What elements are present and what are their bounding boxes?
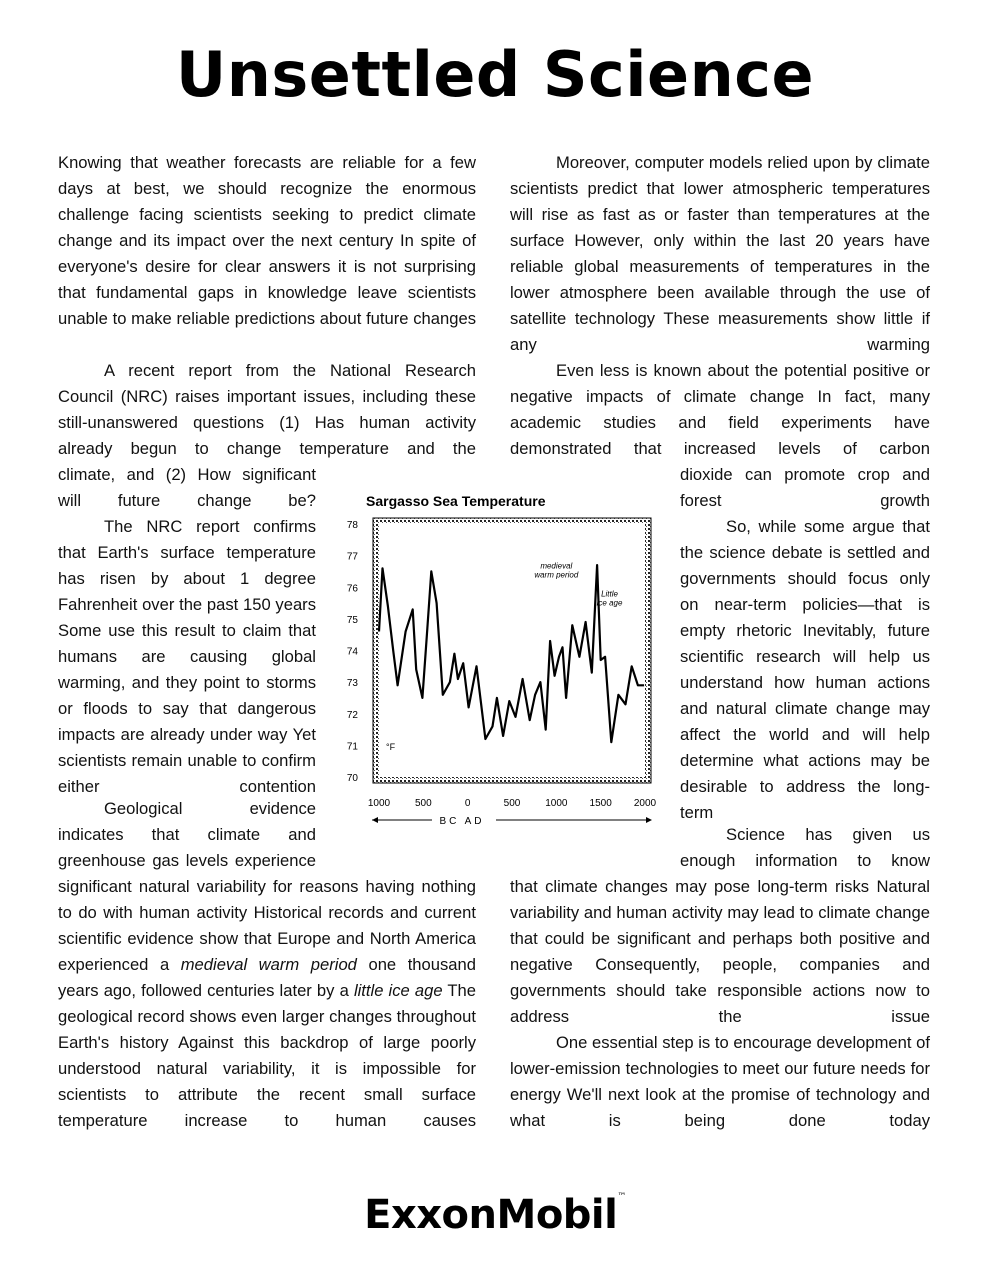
chart-annotation: Little ice age: [596, 589, 623, 608]
y-tick-label: 75: [346, 614, 358, 626]
x-tick-label: 2000: [633, 798, 657, 809]
unit-label: °F: [386, 742, 396, 752]
x-tick-label: 1000: [545, 798, 568, 809]
era-label: BC AD: [439, 816, 485, 827]
ad-arrow-head: [646, 817, 652, 823]
page-title: Unsettled Science: [175, 38, 815, 111]
exxonmobil-logo: ExxonMobil™: [364, 1192, 626, 1238]
chart-title: Sargasso Sea Temperature: [366, 493, 546, 509]
y-tick-label: 76: [346, 583, 358, 595]
y-tick-label: 73: [346, 678, 358, 690]
right-paragraph-4-start: Science has given us enough information to know: [680, 825, 930, 870]
right-paragraph-3: So, while some argue that the science debate is settled and governments should focus only on near-term policies—that is empty rhetoric Inevitably, future scientific research will help us understand how human actions and natural climate change may affect the world and will help determine what actions may be desirable to address the long-term: [680, 517, 930, 822]
right-paragraph-2-end: dioxide can promote crop and forest growth: [680, 465, 930, 510]
x-tick-label: 500: [503, 798, 521, 809]
term-little-ice-age: little ice age: [353, 981, 443, 1000]
y-tick-label: 71: [346, 741, 358, 753]
x-tick-label: 0: [464, 798, 471, 809]
x-tick-label: 500: [414, 798, 432, 809]
right-paragraph-2: Even less is known about the potential positive or negative impacts of climate change In fact, many academic studies and field experiments have demonstrated that increased levels of carbon: [510, 361, 930, 458]
left-paragraph-4-start: Geological evidence indicates that climate and greenhouse gas levels experience: [58, 799, 316, 870]
y-tick-label: 74: [346, 646, 358, 658]
left-paragraph-3: The NRC report confirms that Earth's surface temperature has risen by about 1 degree Fahrenheit over the past 150 years Some use this result to claim that humans are causing global warming, and they point to storms or floods to say that dangerous impacts are already under way Yet scientists remain unable to confirm either contention: [58, 517, 316, 796]
x-tick-label: 1500: [589, 798, 612, 809]
y-tick-label: 72: [346, 709, 358, 721]
left-paragraph-4-cont: significant natural variability for reasons having nothing to do with human activity Historical records and current scientific evidence show that Europe and North America experienced a medieval warm period one thousand years ago, followed centuries later by a little ice age The geological record shows even larger changes throughout Earth's history Against this backdrop of large poorly understood natural variability, it is impossible for scientists to attribute the recent small surface temperature increase to human causes: [58, 877, 476, 1130]
term-medieval-warm-period: medieval warm period: [180, 955, 357, 974]
plot-area: [379, 524, 645, 777]
right-paragraph-4-cont: that climate changes may pose long-term risks Natural variability and human activity may lead to climate change that could be significant and perhaps both positive and negative Consequently, people, companies and governments should take responsible actions now to address the issue: [510, 877, 930, 1026]
y-tick-label: 70: [346, 773, 358, 784]
y-tick-label: 78: [346, 520, 358, 531]
y-tick-label: 77: [346, 551, 358, 563]
right-paragraph-1: Moreover, computer models relied upon by climate scientists predict that lower atmospheric temperatures will rise as fast as or faster than temperatures at the surface However, only within the last 20 years have reliable global measurements of temperatures in the lower atmosphere been available through the use of satellite technology These measurements show little if any warming: [510, 153, 930, 354]
left-paragraph-1: Knowing that weather forecasts are reliable for a few days at best, we should recognize the enormous challenge facing scientists seeking to predict climate change and its impact over the next century In spite of everyone's desire for clear answers it is not surprising that fundamental gaps in knowledge leave scientists unable to make reliable predictions about future changes: [58, 153, 476, 328]
x-tick-label: 1000: [367, 798, 391, 809]
left-paragraph-2: A recent report from the National Research Council (NRC) raises important issues, including these still-unanswered questions (1) Has human activity already begun to change temperature and the: [58, 361, 476, 458]
chart-annotation: medieval warm period: [534, 561, 579, 580]
bc-arrow-head: [372, 817, 378, 823]
sargasso-sea-temperature-chart: [328, 488, 663, 848]
right-paragraph-5: One essential step is to encourage development of lower-emission technologies to meet our future needs for energy We'll next look at the promise of technology and what is being done today: [510, 1033, 930, 1130]
left-paragraph-2-end: climate, and (2) How significant will future change be?: [58, 465, 316, 510]
